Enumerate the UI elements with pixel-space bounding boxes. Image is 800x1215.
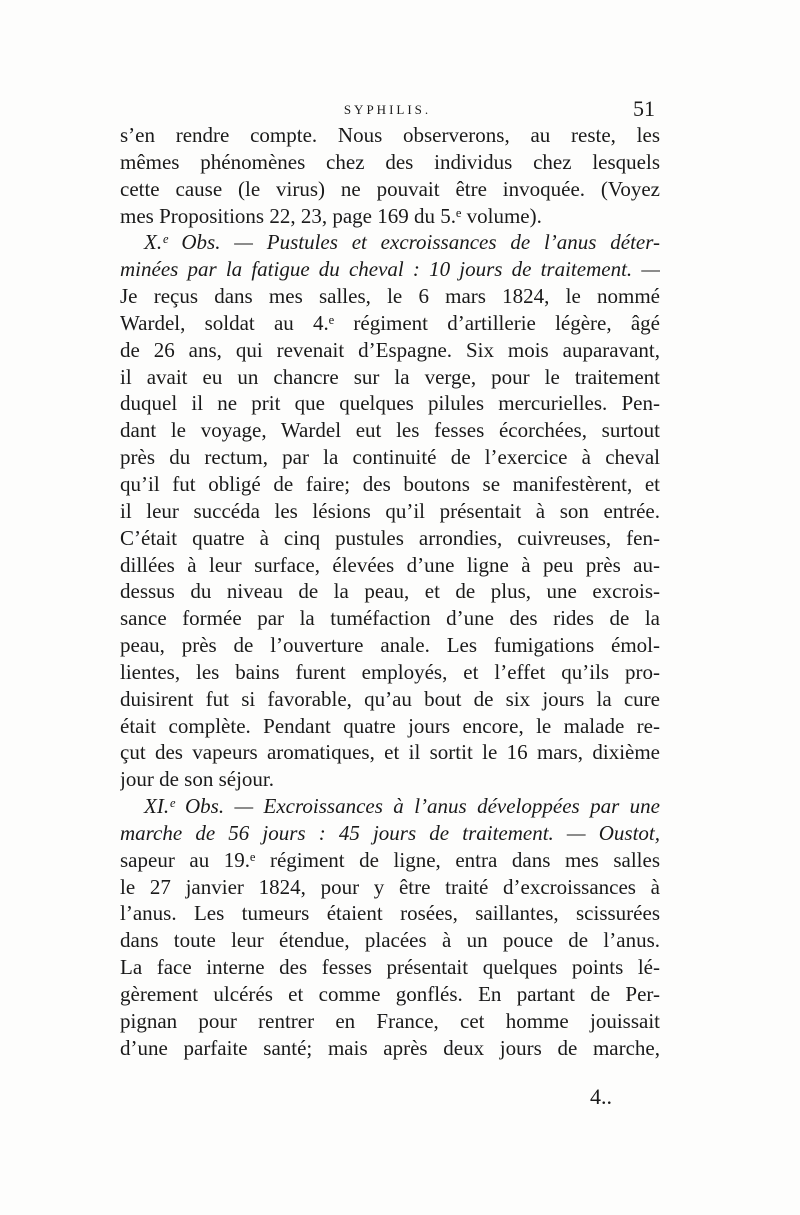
text-line: était complète. Pendant quatre jours encore, le malade re- bbox=[120, 713, 660, 738]
text-line: près du rectum, par la continuité de l’exercice à cheval bbox=[120, 445, 660, 470]
text-line: de 26 ans, qui revenait d’Espagne. Six mois auparavant, bbox=[120, 337, 660, 362]
text-line: lientes, les bains furent employés, et l’effet qu’ils pro- bbox=[120, 659, 660, 684]
text-line: çut des vapeurs aromatiques, et il sortit le 16 mars, dixième bbox=[120, 740, 660, 765]
text-line: marche de 56 jours : 45 jours de traitement. — Oustot, bbox=[120, 820, 660, 845]
text-line: pignan pour rentrer en France, cet homme jouissait bbox=[120, 1008, 660, 1033]
text-line: cette cause (le virus) ne pouvait être invoquée. (Voyez bbox=[120, 176, 660, 201]
text-line: il leur succéda les lésions qu’il présentait à son entrée. bbox=[120, 498, 660, 523]
text-line: dans toute leur étendue, placées à un pouce de l’anus. bbox=[120, 928, 660, 953]
text-line: sapeur au 19.ᵉ régiment de ligne, entra dans mes salles bbox=[120, 847, 660, 872]
text-line: l’anus. Les tumeurs étaient rosées, saillantes, scissurées bbox=[120, 901, 660, 926]
text-line: s’en rendre compte. Nous observerons, au reste, les bbox=[120, 123, 660, 147]
text-line: gèrement ulcérés et comme gonflés. En partant de Per- bbox=[120, 982, 660, 1006]
text-line: jour de son séjour. bbox=[120, 767, 274, 792]
page-number: 51 bbox=[633, 96, 655, 121]
text-line: duisirent fut si favorable, qu’au bout de six jours la cure bbox=[120, 686, 660, 711]
running-title: SYPHILIS. bbox=[343, 102, 432, 117]
text-line: qu’il fut obligé de faire; des boutons se manifestèrent, et bbox=[120, 471, 660, 496]
running-head bbox=[120, 96, 655, 122]
text-line: mêmes phénomènes chez des individus chez lesquels bbox=[120, 149, 660, 174]
text-line: C’était quatre à cinq pustules arrondies, cuivreuses, fen- bbox=[120, 525, 660, 550]
text-line: Je reçus dans mes salles, le 6 mars 1824, le nommé bbox=[120, 284, 660, 309]
text-line: le 27 janvier 1824, pour y être traité d’excroissances à bbox=[120, 874, 660, 899]
body-text bbox=[120, 122, 660, 1062]
signature-mark: 4.. bbox=[590, 1084, 612, 1109]
observation-heading-x: X.ᵉ Obs. — Pustules et excroissances de l’anus déter- bbox=[144, 230, 660, 255]
text-line: peau, près de l’ouverture anale. Les fumigations émol- bbox=[120, 633, 660, 658]
text-line: minées par la fatigue du cheval : 10 jours de traitement. — bbox=[120, 257, 660, 282]
text-line: il avait eu un chancre sur la verge, pour le traitement bbox=[120, 364, 660, 389]
text-line: dessus du niveau de la peau, et de plus, une excrois- bbox=[120, 579, 660, 604]
text-line: mes Propositions 22, 23, page 169 du 5.ᵉ volume). bbox=[120, 203, 542, 228]
text-line: Wardel, soldat au 4.ᵉ régiment d’artillerie légère, âgé bbox=[120, 310, 660, 335]
text-line: sance formée par la tuméfaction d’une des rides de la bbox=[120, 606, 660, 631]
text-line: dillées à leur surface, élevées d’une ligne à peu près au- bbox=[120, 552, 660, 577]
text-line: dant le voyage, Wardel eut les fesses écorchées, surtout bbox=[120, 418, 660, 443]
text-line: La face interne des fesses présentait quelques points lé- bbox=[120, 955, 660, 980]
observation-heading-xi: XI.ᵉ Obs. — Excroissances à l’anus développées par une bbox=[144, 794, 660, 819]
text-line: duquel il ne prit que quelques pilules mercurielles. Pen- bbox=[120, 391, 660, 416]
text-line: d’une parfaite santé; mais après deux jours de marche, bbox=[120, 1035, 660, 1060]
